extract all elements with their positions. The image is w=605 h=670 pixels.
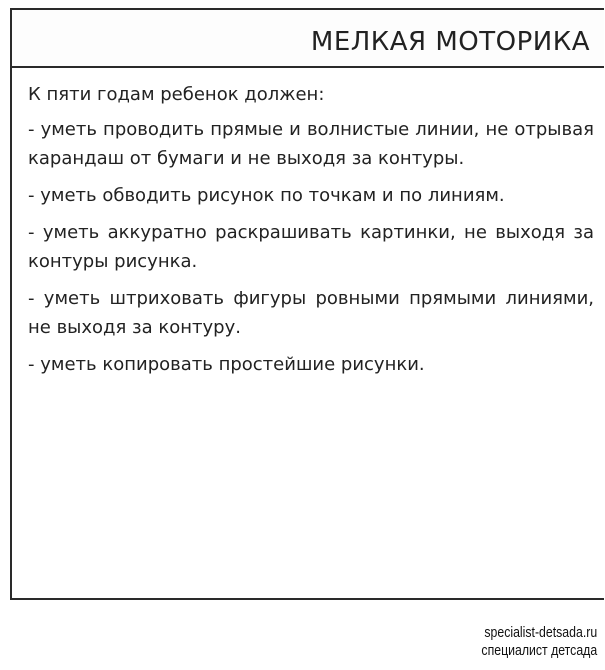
list-item-hatching: - уметь штриховать фигуры ровными прямыми линиями, не выходя за контуру. (28, 288, 594, 338)
list-item-lines: - уметь проводить прямые и волнистые линии, не отрывая карандаш от бумаги и не выходя за контуры. (28, 119, 594, 169)
card-frame (10, 8, 604, 600)
list-item-coloring: - уметь аккуратно раскрашивать картинки, не выходя за контуры рисунка. (28, 222, 594, 272)
watermark-footer (481, 624, 597, 660)
footer-site: specialist-detsada.ru (484, 624, 597, 641)
intro-text: К пяти годам ребенок должен: (28, 84, 325, 105)
content-body (28, 80, 594, 387)
footer-caption: специалист детсада (481, 642, 597, 659)
list-item-copying: - уметь копировать простейшие рисунки. (28, 354, 425, 375)
list-item-trace: - уметь обводить рисунок по точкам и по линиям. (28, 185, 505, 206)
page-title: МЕЛКАЯ МОТОРИКА (310, 27, 590, 57)
title-bar (12, 10, 604, 68)
